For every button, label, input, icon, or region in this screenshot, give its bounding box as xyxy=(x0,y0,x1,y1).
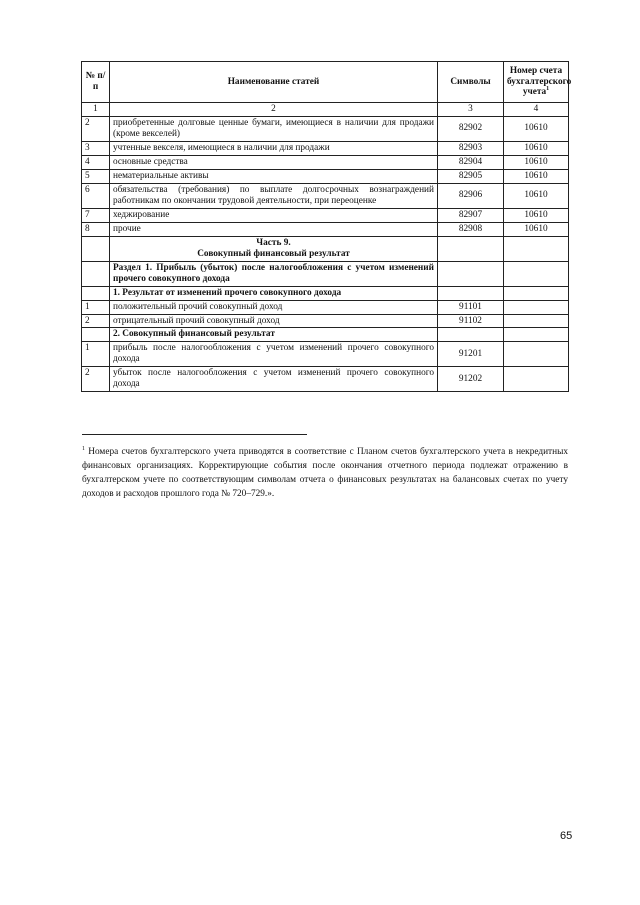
part8-rows xyxy=(82,116,569,236)
index-cell: 2 xyxy=(110,103,438,117)
row-symbol: 91101 xyxy=(438,300,504,314)
row-name: прочие xyxy=(110,222,438,236)
header-account-footnote-marker: 1 xyxy=(546,86,550,93)
footnote xyxy=(82,446,568,502)
subsection1-title: 1. Результат от изменений прочего совокупного дохода xyxy=(110,286,438,300)
row-symbol: 91201 xyxy=(438,342,504,367)
row-name: основные средства xyxy=(110,155,438,169)
header-account-label: Номер счета бухгалтерского учета xyxy=(507,65,572,98)
row-symbol: 82906 xyxy=(438,183,504,208)
section1-row xyxy=(82,261,569,286)
header-name: Наименование статей xyxy=(110,62,438,103)
table-row xyxy=(82,208,569,222)
row-symbol: 82907 xyxy=(438,208,504,222)
row-num: 7 xyxy=(82,208,110,222)
subsection1-rows xyxy=(82,300,569,328)
row-name: положительный прочий совокупный доход xyxy=(110,300,438,314)
row-name: убыток после налогообложения с учетом изменений прочего совокупного дохода xyxy=(110,367,438,392)
row-name: учтенные векселя, имеющиеся в наличии для продажи xyxy=(110,141,438,155)
row-num: 2 xyxy=(82,116,110,141)
row-num: 4 xyxy=(82,155,110,169)
table-row xyxy=(82,141,569,155)
table-row xyxy=(82,222,569,236)
footnote-text: Номера счетов бухгалтерского учета приводятся в соответствие с Планом счетов бухгалтерского учета в некредитных финансовых организациях. Корректирующие события после окончания отчетного периода подлежат отражению в бухгалтерском учете по соответствующим символам отчета о финансовых результатах на балансовых счетах по учету доходов и расходов прошлого года № 720–729.». xyxy=(82,447,568,499)
part9-heading-row xyxy=(82,236,569,261)
index-cell: 1 xyxy=(82,103,110,117)
row-account xyxy=(504,367,569,392)
row-symbol: 82908 xyxy=(438,222,504,236)
row-num: 2 xyxy=(82,314,110,328)
page-number: 65 xyxy=(560,830,573,842)
footnote-divider xyxy=(82,434,307,435)
subsection2-title: 2. Совокупный финансовый результат xyxy=(110,328,438,342)
row-account: 10610 xyxy=(504,141,569,155)
row-symbol: 82904 xyxy=(438,155,504,169)
row-num: 6 xyxy=(82,183,110,208)
row-name: нематериальные активы xyxy=(110,169,438,183)
row-num: 1 xyxy=(82,342,110,367)
row-symbol: 91202 xyxy=(438,367,504,392)
part9-title: Часть 9. xyxy=(256,237,291,248)
header-row xyxy=(82,62,569,103)
subsection2-row xyxy=(82,328,569,342)
index-cell: 4 xyxy=(504,103,569,117)
row-account: 10610 xyxy=(504,208,569,222)
part9-heading xyxy=(110,236,438,261)
index-cell: 3 xyxy=(438,103,504,117)
row-name: хеджирование xyxy=(110,208,438,222)
row-num: 3 xyxy=(82,141,110,155)
row-symbol: 82903 xyxy=(438,141,504,155)
header-num: № п/п xyxy=(82,62,110,103)
row-account: 10610 xyxy=(504,116,569,141)
row-num: 5 xyxy=(82,169,110,183)
row-name: отрицательный прочий совокупный доход xyxy=(110,314,438,328)
row-account: 10610 xyxy=(504,155,569,169)
row-num: 1 xyxy=(82,300,110,314)
table-row xyxy=(82,367,569,392)
accounts-table xyxy=(81,61,572,392)
table-row xyxy=(82,300,569,314)
table-row xyxy=(82,183,569,208)
row-account xyxy=(504,342,569,367)
table-row xyxy=(82,169,569,183)
row-name: обязательства (требования) по выплате долгосрочных вознаграждений работникам по окончании трудовой деятельности, при переоценке xyxy=(110,183,438,208)
subsection1-row xyxy=(82,286,569,300)
part9-subtitle: Совокупный финансовый результат xyxy=(197,248,350,259)
row-num: 2 xyxy=(82,367,110,392)
table-row xyxy=(82,342,569,367)
section1-title: Раздел 1. Прибыль (убыток) после налогообложения с учетом изменений прочего совокупного дохода xyxy=(110,261,438,286)
header-account xyxy=(504,62,572,103)
row-symbol: 91102 xyxy=(438,314,504,328)
row-account xyxy=(504,300,569,314)
row-name: прибыль после налогообложения с учетом изменений прочего совокупного дохода xyxy=(110,342,438,367)
table-row xyxy=(82,155,569,169)
table-row xyxy=(82,116,569,141)
footnote-marker: 1 xyxy=(82,445,85,452)
row-account: 10610 xyxy=(504,183,569,208)
row-account xyxy=(504,314,569,328)
row-account: 10610 xyxy=(504,169,569,183)
row-num: 8 xyxy=(82,222,110,236)
table-row xyxy=(82,314,569,328)
row-symbol: 82902 xyxy=(438,116,504,141)
subsection2-rows xyxy=(82,342,569,392)
index-row xyxy=(82,103,569,117)
row-account: 10610 xyxy=(504,222,569,236)
row-symbol: 82905 xyxy=(438,169,504,183)
header-symbols: Символы xyxy=(438,62,504,103)
row-name: приобретенные долговые ценные бумаги, имеющиеся в наличии для продажи (кроме векселей) xyxy=(110,116,438,141)
